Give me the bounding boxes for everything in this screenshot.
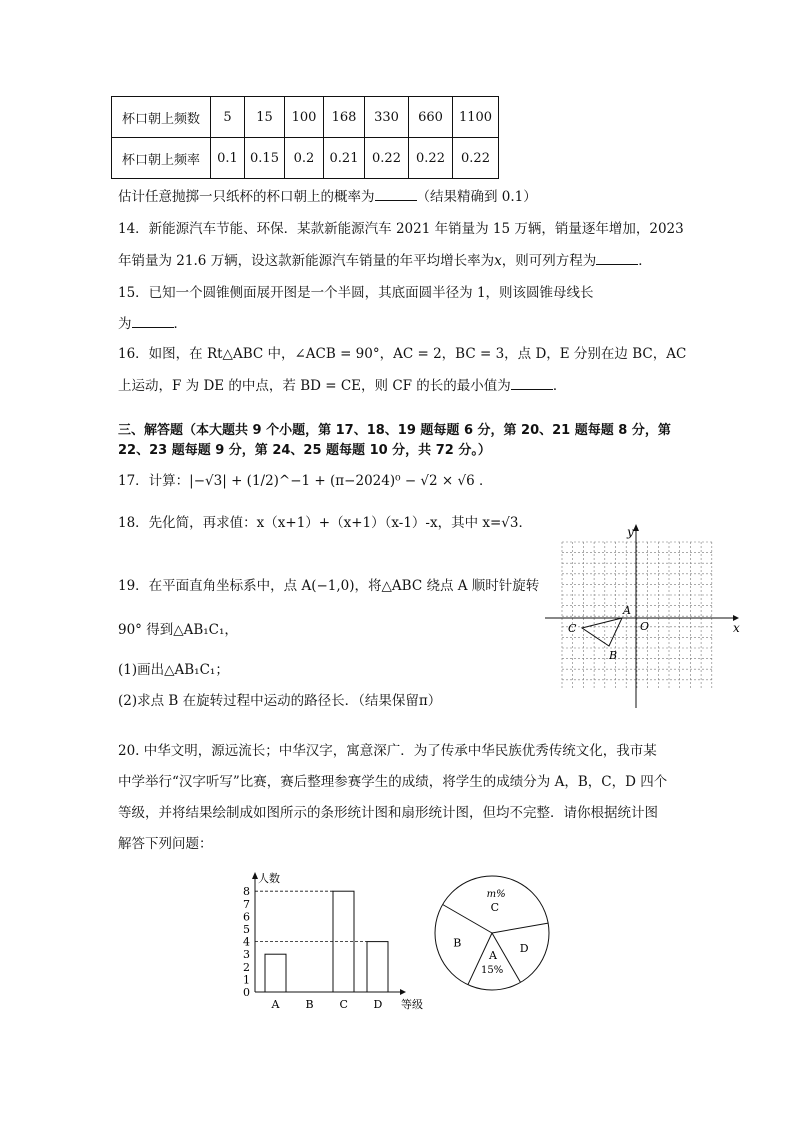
x-tick-label: D (373, 998, 383, 1010)
slice-value-label: m% (486, 889, 506, 901)
slice-label: C (490, 901, 500, 915)
y-tick-label: 3 (243, 948, 250, 962)
section-heading-2: 22、23 题每题 9 分，第 24、25 题每题 10 分，共 72 分。） (118, 443, 491, 458)
q14-text-b: ，则可列方程为 (501, 253, 597, 269)
slice-value-label: 15% (480, 964, 504, 976)
point-b-label: B (609, 649, 618, 662)
table-cell: 660 (409, 97, 453, 138)
y-tick-label: 5 (243, 923, 250, 936)
pie-layer (435, 876, 549, 990)
y-label: y (627, 525, 634, 539)
q20-line4: 解答下列问题： (118, 836, 213, 852)
table-cell: 5 (211, 97, 245, 138)
q13-text-b: （结果精确到 0.1） (416, 189, 537, 205)
y-tick-label: 6 (243, 910, 250, 924)
slice-label: A (488, 948, 497, 962)
table-cell: 0.2 (285, 138, 324, 179)
y-axis-label: 人数 (258, 872, 280, 885)
table-cell: 15 (245, 97, 285, 138)
q15-text: 为 (118, 316, 132, 332)
row1-label: 杯口朝上频数 (112, 97, 211, 138)
slice-label: B (453, 936, 462, 950)
answer-blank (511, 375, 553, 390)
q14-line2 (118, 250, 652, 271)
q16-line1: 16．如图，在 Rt△ABC 中，∠ACB = 90°，AC = 2，BC = 3，点 D，E 分别在边 BC，AC (118, 346, 687, 362)
y-tick-label: 8 (243, 885, 250, 899)
table-cell: 0.22 (453, 138, 499, 179)
q15-line1: 15．已知一个圆锥侧面展开图是一个半圆，其底面圆半径为 1，则该圆锥母线长 (118, 285, 594, 301)
q19-part2: (2)求点 B 在旋转过程中运动的路径长．（结果保留π） (118, 693, 442, 709)
q14-text-a: 年销量为 21.6 万辆，设这款新能源汽车销量的年平均增长率为 (118, 253, 495, 269)
x-tick-label: C (339, 998, 348, 1010)
q19-line2: 90° 得到△AB₁C₁， (118, 622, 238, 638)
slice-label: D (519, 941, 529, 955)
q16-line2 (118, 375, 566, 396)
x-tick-label: A (271, 998, 280, 1010)
table-cell: 0.15 (245, 138, 285, 179)
grid-lines (562, 542, 712, 688)
row2-label: 杯口朝上频率 (112, 138, 211, 179)
table-cell: 330 (365, 97, 409, 138)
pie-chart (430, 868, 555, 998)
q13-text-a: 估计任意抛掷一只纸杯的杯口朝上的概率为 (118, 189, 375, 205)
q13-text (118, 186, 537, 207)
q18-text: 18．先化简，再求值：x（x+1）+（x+1）（x-1）-x，其中 x=√3． (118, 515, 532, 531)
q19-part1: (1)画出△AB₁C₁； (118, 662, 229, 678)
origin-label: O (640, 620, 650, 633)
y-tick-label: 4 (243, 935, 250, 949)
x-label: x (733, 621, 740, 635)
bar-A (265, 954, 286, 992)
x-tick-label: B (305, 998, 314, 1010)
section-heading: 三、解答题（本大题共 9 个小题，第 17、18、19 题每题 6 分，第 20、21 题每题 8 分，第 (118, 423, 671, 438)
bar-chart (225, 868, 435, 1010)
bar-layer (243, 871, 423, 1010)
q20-line3: 等级，并将结果绘制成如图所示的条形统计图和扇形统计图，但均不完整．请你根据统计图 (118, 805, 658, 821)
table-cell: 0.21 (324, 138, 365, 179)
frequency-table (111, 96, 499, 179)
table-cell: 0.22 (409, 138, 453, 179)
y-axis-arrow-icon (633, 524, 639, 531)
bar-D (367, 942, 388, 992)
table-cell: 168 (324, 97, 365, 138)
answer-blank (596, 250, 638, 265)
q16-text: 上运动，F 为 DE 的中点，若 BD = CE，则 CF 的长的最小值为 (118, 378, 511, 394)
point-a-label: A (623, 604, 631, 617)
q15-line2 (118, 313, 187, 334)
y-tick-label: 2 (243, 960, 250, 974)
table-cell: 0.1 (211, 138, 245, 179)
answer-blank (375, 186, 417, 201)
q17-text: 17．计算：|−√3| + (1/2)^−1 + (π−2024)⁰ − √2 × √6 ． (118, 473, 493, 489)
q14-var: x (494, 253, 502, 269)
triangle-abc (582, 618, 622, 646)
y-tick-label: 7 (243, 897, 250, 911)
table-row (112, 97, 499, 138)
table-row (112, 138, 499, 179)
q14-line1: 14．新能源汽车节能、环保．某款新能源汽车 2021 年销量为 15 万辆，销量逐年增加，2023 (118, 221, 684, 237)
y-tick-label: 1 (243, 973, 250, 987)
q20-line2: 中学举行“汉字听写”比赛，赛后整理参赛学生的成绩，将学生的成绩分为 A，B，C，D 四个 (118, 774, 668, 790)
y-tick-label: 0 (243, 986, 250, 999)
x-axis-arrow-icon (400, 989, 406, 995)
x-axis-label: 等级 (401, 998, 423, 1010)
point-c-label: C (568, 622, 577, 635)
table-cell: 100 (285, 97, 324, 138)
answer-blank (132, 313, 174, 328)
q14-end: ． (638, 253, 652, 269)
coordinate-grid (545, 522, 745, 708)
q16-end: ． (552, 378, 567, 394)
table-cell: 1100 (453, 97, 499, 138)
q20-line1: 20. 中华文明，源远流长；中华汉字，寓意深广．为了传承中华民族优秀传统文化，我市某 (118, 743, 657, 759)
table-cell: 0.22 (365, 138, 409, 179)
q19-line1: 19．在平面直角坐标系中，点 A(−1,0)，将△ABC 绕点 A 顺时针旋转 (118, 578, 540, 594)
q15-end: ． (173, 316, 187, 332)
